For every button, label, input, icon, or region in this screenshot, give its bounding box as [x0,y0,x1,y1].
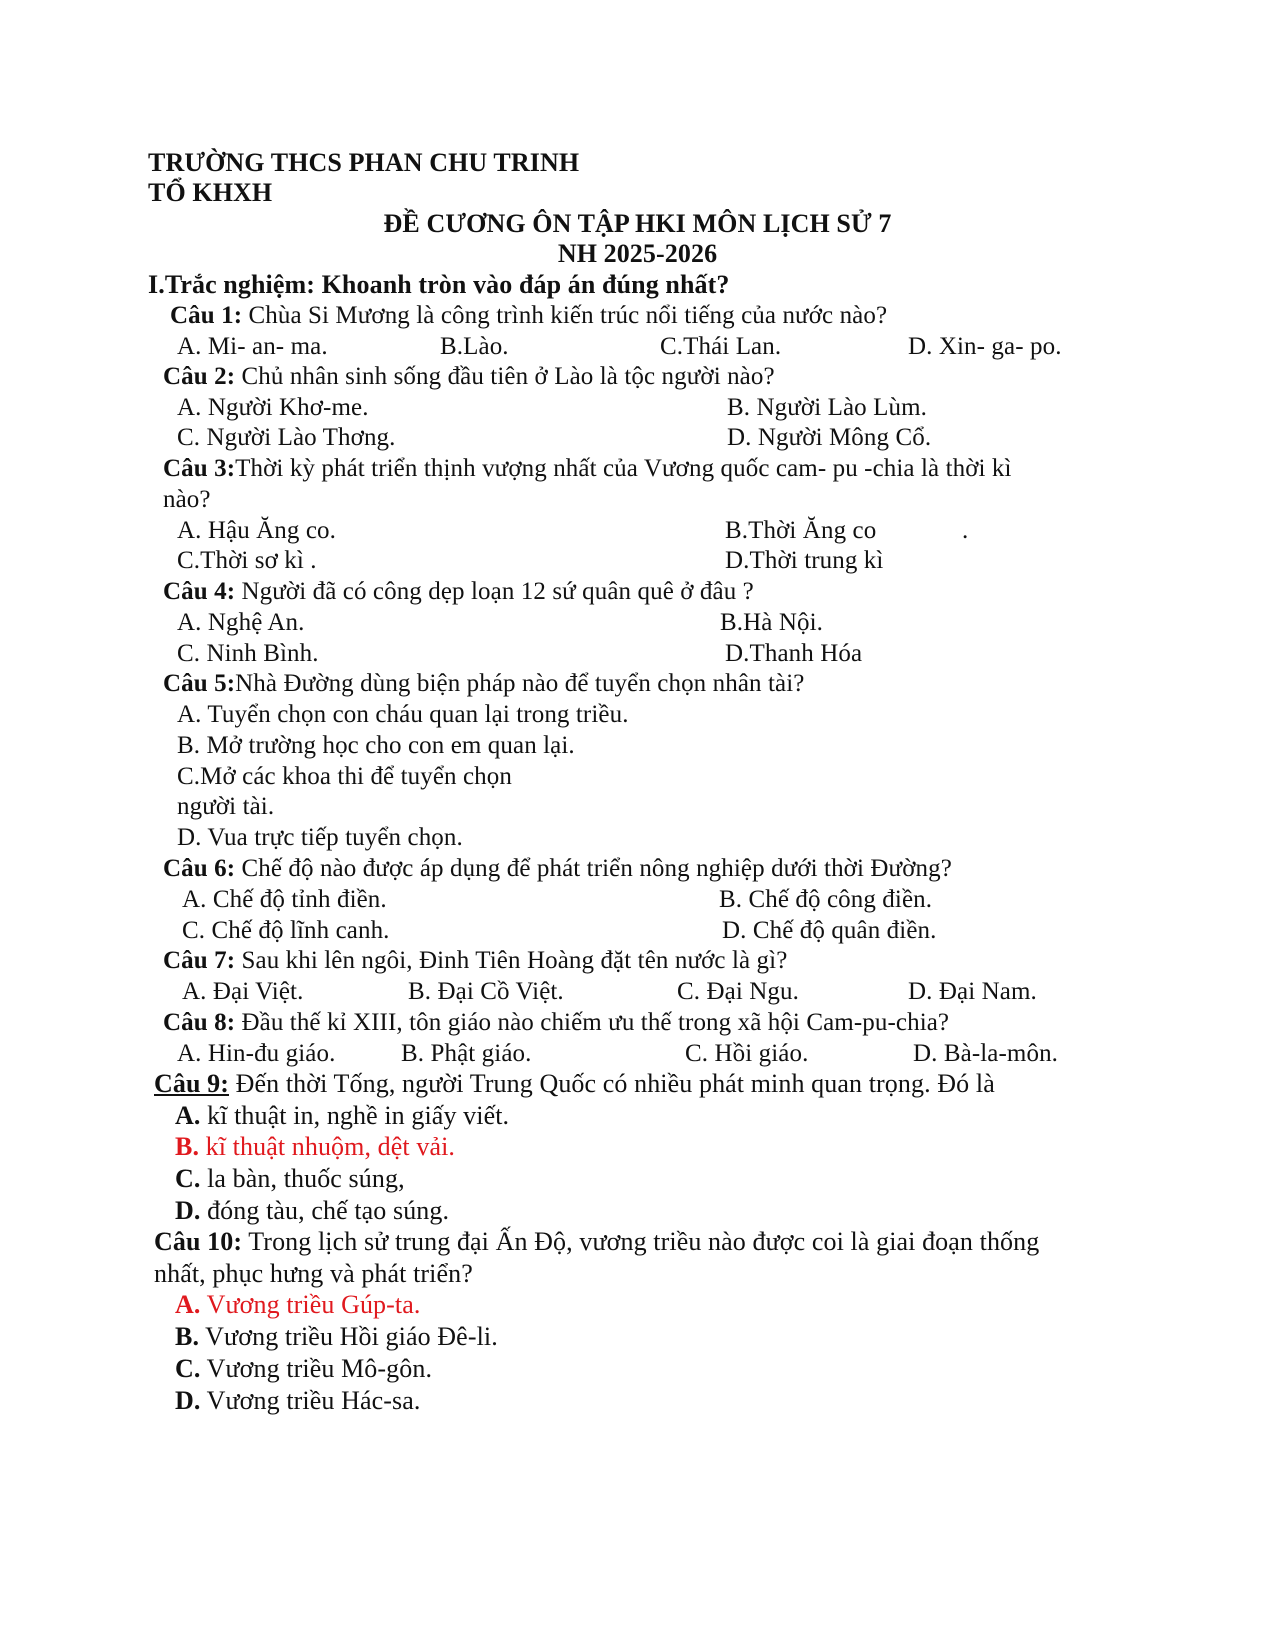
school-name: TRƯỜNG THCS PHAN CHU TRINH [148,148,580,177]
question-number: Câu 10: [154,1227,243,1256]
q5-option-c[interactable]: C.Mở các khoa thi để tuyển chọn [177,763,512,790]
q6-option-d[interactable]: D. Chế độ quân điền. [722,917,937,944]
q6-option-c[interactable]: C. Chế độ lĩnh canh. [182,917,390,944]
question-10-continued: nhất, phục hưng và phát triển? [154,1259,473,1288]
department-name: TỔ KHXH [148,178,273,207]
option-text: Vương triều Hác-sa. [200,1386,421,1415]
q5-option-a[interactable]: A. Tuyển chọn con cháu quan lại trong triều. [177,701,629,728]
question-2 [163,362,775,392]
q9-option-b-highlighted[interactable] [175,1132,455,1162]
question-number: Câu 1: [170,302,243,329]
option-key: A. [175,1290,201,1319]
question-number: Câu 9: [154,1069,229,1098]
q5-option-b[interactable]: B. Mở trường học cho con em quan lại. [177,732,575,759]
q4-option-d[interactable]: D.Thanh Hóa [725,640,863,667]
option-text: kĩ thuật nhuộm, dệt vải. [199,1132,456,1161]
q8-option-c[interactable]: C. Hồi giáo. [685,1040,809,1067]
option-text: Vương triều Hồi giáo Đê-li. [199,1322,498,1351]
q10-option-d[interactable] [175,1386,420,1416]
q1-option-c[interactable]: C.Thái Lan. [660,333,782,360]
document-title: ĐỀ CƯƠNG ÔN TẬP HKI MÔN LỊCH SỬ 7 [383,209,892,238]
question-text: Thời kỳ phát triển thịnh vượng nhất của Vương quốc cam- pu -chia là thời kì [235,455,1012,482]
question-number: Câu 4: [163,578,236,605]
q8-option-d[interactable]: D. Bà-la-môn. [913,1040,1059,1067]
q7-option-c[interactable]: C. Đại Ngu. [677,978,799,1005]
q8-option-a[interactable]: A. Hin-đu giáo. [177,1040,336,1067]
question-text: Nhà Đường dùng biện pháp nào để tuyển chọn nhân tài? [235,670,805,697]
option-text: đóng tàu, chế tạo súng. [200,1196,450,1225]
q3-option-c[interactable]: C.Thời sơ kì . [177,547,317,574]
q9-option-a[interactable] [175,1101,509,1131]
q5-option-c-continued: người tài. [177,793,275,820]
question-5 [163,669,804,699]
question-number: Câu 2: [163,363,236,390]
q7-option-d[interactable]: D. Đại Nam. [908,978,1037,1005]
question-number: Câu 7: [163,947,236,974]
question-8 [163,1008,949,1038]
question-text: Trong lịch sử trung đại Ấn Độ, vương triều nào được coi là giai đoạn thống [242,1227,1040,1256]
question-number: Câu 5: [163,670,236,697]
q3-option-a[interactable]: A. Hậu Ăng co. [177,517,337,544]
question-number: Câu 8: [163,1009,236,1036]
question-number: Câu 3: [163,455,236,482]
question-text: Đến thời Tống, người Trung Quốc có nhiều phát minh quan trọng. Đó là [229,1069,995,1098]
option-key: C. [175,1164,201,1193]
q2-option-d[interactable]: D. Người Mông Cổ. [727,424,932,451]
q2-option-c[interactable]: C. Người Lào Thơng. [177,424,396,451]
school-year: NH 2025-2026 [557,239,718,268]
question-1 [170,301,887,331]
q5-option-d[interactable]: D. Vua trực tiếp tuyển chọn. [177,824,463,851]
question-number: Câu 6: [163,855,236,882]
question-text: Chế độ nào được áp dụng để phát triển nông nghiệp dưới thời Đường? [235,855,952,882]
q10-option-b[interactable] [175,1322,498,1352]
q4-option-a[interactable]: A. Nghệ An. [177,609,305,636]
q3-option-d[interactable]: D.Thời trung kì [725,547,884,574]
question-text: Chùa Si Mương là công trình kiến trúc nổi tiếng của nước nào? [242,302,888,329]
q1-option-d[interactable]: D. Xin- ga- po. [908,333,1062,360]
option-key: B. [175,1132,200,1161]
question-text: Chủ nhân sinh sống đầu tiên ở Lào là tộc người nào? [235,363,775,390]
option-text: Vương triều Gúp-ta. [200,1290,421,1319]
q4-option-b[interactable]: B.Hà Nội. [720,609,823,636]
q10-option-a-highlighted[interactable] [175,1290,420,1320]
section-heading: I.Trắc nghiệm: Khoanh tròn vào đáp án đúng nhất? [148,270,730,299]
option-text: la bàn, thuốc súng, [200,1164,405,1193]
option-key: D. [175,1196,201,1225]
q2-option-b[interactable]: B. Người Lào Lùm. [727,394,927,421]
option-text: Vương triều Mô-gôn. [200,1354,433,1383]
q6-option-a[interactable]: A. Chế độ tỉnh điền. [182,886,387,913]
q8-option-b[interactable]: B. Phật giáo. [401,1040,532,1067]
option-key: A. [175,1101,201,1130]
q7-option-a[interactable]: A. Đại Việt. [182,978,304,1005]
q9-option-d[interactable] [175,1196,449,1226]
q3-stray-dot: . [962,517,969,544]
question-text: Đầu thế kỉ XIII, tôn giáo nào chiếm ưu thế trong xã hội Cam-pu-chia? [235,1009,950,1036]
question-4 [163,577,754,607]
question-10 [154,1227,1039,1257]
question-text: Người đã có công dẹp loạn 12 sứ quân quê ở đâu ? [235,578,754,605]
option-key: B. [175,1322,200,1351]
q9-option-c[interactable] [175,1164,405,1194]
question-text: Sau khi lên ngôi, Đinh Tiên Hoàng đặt tên nước là gì? [235,947,788,974]
question-6 [163,854,952,884]
question-7 [163,946,787,976]
option-key: D. [175,1386,201,1415]
q1-option-a[interactable]: A. Mi- an- ma. [177,333,328,360]
question-9 [154,1069,995,1099]
question-3 [163,454,1012,484]
question-3-continued: nào? [163,486,211,513]
q7-option-b[interactable]: B. Đại Cồ Việt. [408,978,564,1005]
q6-option-b[interactable]: B. Chế độ công điền. [719,886,933,913]
q2-option-a[interactable]: A. Người Khơ-me. [177,394,369,421]
option-text: kĩ thuật in, nghề in giấy viết. [200,1101,510,1130]
q3-option-b[interactable]: B.Thời Ăng co [725,517,877,544]
q4-option-c[interactable]: C. Ninh Bình. [177,640,319,667]
q1-option-b[interactable]: B.Lào. [440,333,509,360]
option-key: C. [175,1354,201,1383]
q10-option-c[interactable] [175,1354,432,1384]
